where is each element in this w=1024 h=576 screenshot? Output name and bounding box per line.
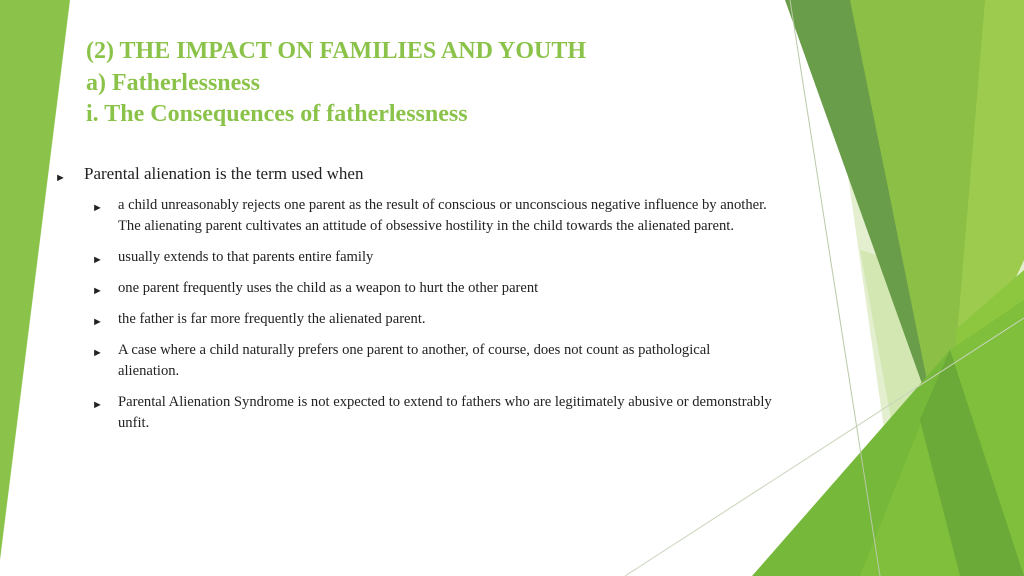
slide-title — [86, 36, 726, 131]
title-line-1: (2) THE IMPACT ON FAMILIES AND YOUTH — [86, 38, 587, 64]
bullet-arrow-icon: ► — [92, 399, 103, 411]
sub-bullet-text: one parent frequently uses the child as a weapon to hurt the other parent — [118, 280, 539, 296]
bullet-arrow-icon: ► — [92, 285, 103, 297]
sub-bullet — [92, 309, 775, 330]
sub-bullet-text: Parental Alienation Syndrome is not expected to extend to fathers who are legitimately abusive or demonstrably unfit. — [118, 394, 772, 431]
sub-bullet-text: usually extends to that parents entire family — [118, 249, 374, 265]
bullet-arrow-icon: ► — [92, 316, 103, 328]
sub-bullet-text: a child unreasonably rejects one parent as the result of conscious or unconscious negative influence by another. The alienating parent cultivates an attitude of obsessive hostility in the child towards the alienated parent. — [118, 197, 767, 234]
sub-bullet-text: A case where a child naturally prefers one parent to another, of course, does not count as pathological alienation. — [118, 342, 711, 379]
sub-bullet — [92, 340, 775, 382]
sub-bullet — [92, 247, 775, 268]
sub-bullet — [92, 195, 775, 237]
main-bullet-text: Parental alienation is the term used when — [84, 164, 364, 183]
bullet-arrow-icon: ► — [92, 347, 103, 359]
main-bullet — [55, 162, 775, 186]
sub-bullet — [92, 392, 775, 434]
sub-bullet-text: the father is far more frequently the alienated parent. — [118, 311, 426, 327]
slide-body — [55, 162, 775, 444]
bullet-arrow-icon: ► — [92, 254, 103, 266]
sub-bullet — [92, 278, 775, 299]
title-line-2: a) Fatherlessness — [86, 69, 260, 96]
bullet-arrow-icon: ► — [55, 172, 66, 184]
bullet-arrow-icon: ► — [92, 202, 103, 214]
title-line-3: i. The Consequences of fatherlessness — [86, 101, 468, 127]
